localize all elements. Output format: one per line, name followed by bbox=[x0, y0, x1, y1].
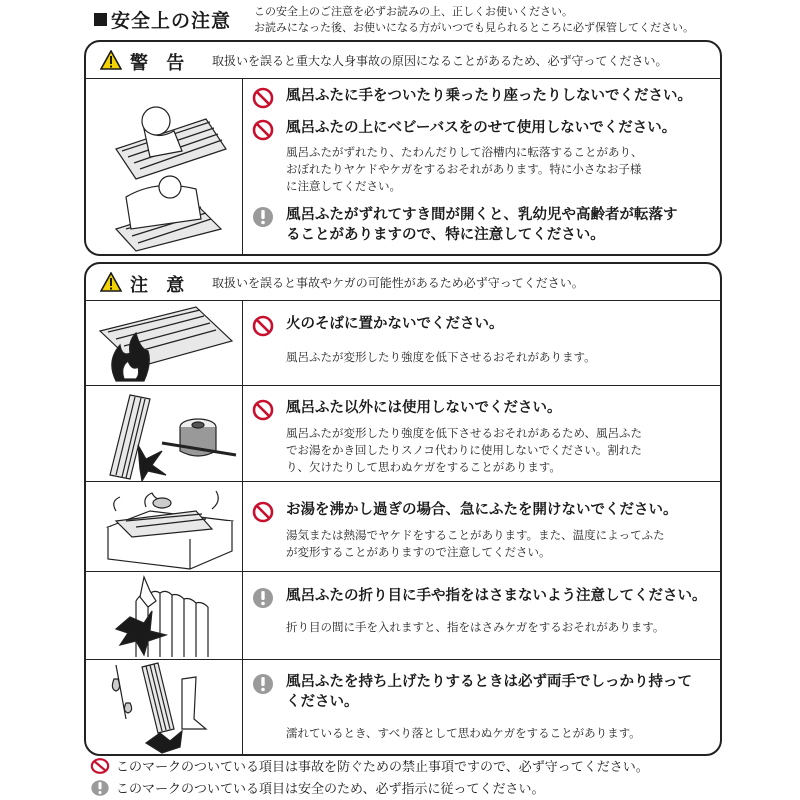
prohibition-icon bbox=[90, 757, 110, 775]
lid-misuse-illustration bbox=[86, 385, 243, 481]
prohibition-icon bbox=[252, 399, 274, 421]
caution-box bbox=[84, 262, 722, 756]
legend-prohibit: このマークのついている項目は事故を防ぐための禁止事項ですので、必ず守ってください。 bbox=[90, 756, 649, 775]
prohibition-icon bbox=[252, 119, 274, 141]
caution-row-fold-pinch: 風呂ふたの折り目に手や指をはさまないよう注意してください。 折り目の間に手を入れますと、指をはさみケガをするおそれがあります。 bbox=[86, 571, 720, 660]
prohibition-icon bbox=[252, 315, 274, 337]
dropped-lid-illustration bbox=[86, 659, 243, 754]
lid-near-fire-illustration bbox=[86, 301, 243, 385]
caution-header bbox=[86, 264, 720, 301]
prohibition-icon bbox=[252, 501, 274, 523]
warning-note: 取扱いを誤ると重大な人身事故の原因になることがあるため、必ず守ってください。 bbox=[212, 54, 668, 68]
warning-row: 風呂ふたに手をついたり乗ったり座ったりしないでください。 風呂ふたの上にベビーバスをのせて使用しないでください。 風呂ふたがずれたり、たわんだりして浴槽内に転落することがあり、 おぼれたりヤケドやケガをするおそれがあります。特に小さなお子様 に注意してください。 風呂ふたがずれてすき間が開くと、乳幼児や高齢者が転落す ることがありますので、特に注意してください。 bbox=[86, 79, 720, 254]
prohibition-icon bbox=[252, 87, 274, 109]
caution-row-other-use: 風呂ふた以外には使用しないでください。 風呂ふたが変形したり強度を低下させるおそれがあるため、風呂ふた でお湯をかき回したりスノコ代わりに使用しないでください。割れた り、欠けたりして思わぬケガをすることがあります。 bbox=[86, 385, 720, 482]
finger-pinch-illustration bbox=[86, 571, 243, 659]
page-title: 安全上の注意 bbox=[94, 6, 231, 33]
caution-row-hot-water: お湯を沸かし過ぎの場合、急にふたを開けないでください。 湯気または熱湯でヤケドをすることがあります。また、温度によってふた が変形することがありますので注意してください。 bbox=[86, 481, 720, 572]
warning-item-2-desc: 風呂ふたがずれたり、たわんだりして浴槽内に転落することがあり、 おぼれたりヤケドやケガをするおそれがあります。特に小さなお子様 に注意してください。 bbox=[286, 145, 643, 193]
square-bullet-icon bbox=[94, 13, 107, 26]
intro-text: この安全上のご注意を必ずお読みの上、正しくお使いください。 お読みになった後、お使いになる方がいつでも見られるところに必ず保管してください。 bbox=[254, 5, 694, 34]
instruction-icon bbox=[252, 587, 274, 609]
caution-row-fire: 火のそばに置かないでください。 風呂ふたが変形したり強度を低下させるおそれがあります。 bbox=[86, 301, 720, 386]
baby-on-lid-illustration bbox=[86, 79, 243, 254]
warning-label: 警 告 bbox=[130, 53, 191, 74]
legend-instruction: このマークのついている項目は安全のため、必ず指示に従ってください。 bbox=[90, 778, 544, 797]
caution-row-lift: 風呂ふたを持ち上げたりするときは必ず両手でしっかり持って ください。 濡れているとき、すべり落として思わぬケガをすることがあります。 bbox=[86, 659, 720, 754]
warning-box bbox=[84, 40, 722, 256]
instruction-icon bbox=[90, 779, 110, 797]
caution-label: 注 意 bbox=[130, 275, 191, 296]
steam-bathtub-illustration bbox=[86, 481, 243, 571]
caution-note: 取扱いを誤ると事故やケガの可能性があるため必ず守ってください。 bbox=[212, 276, 584, 290]
instruction-icon bbox=[252, 206, 274, 228]
instruction-icon bbox=[252, 673, 274, 695]
warning-header bbox=[86, 42, 720, 79]
